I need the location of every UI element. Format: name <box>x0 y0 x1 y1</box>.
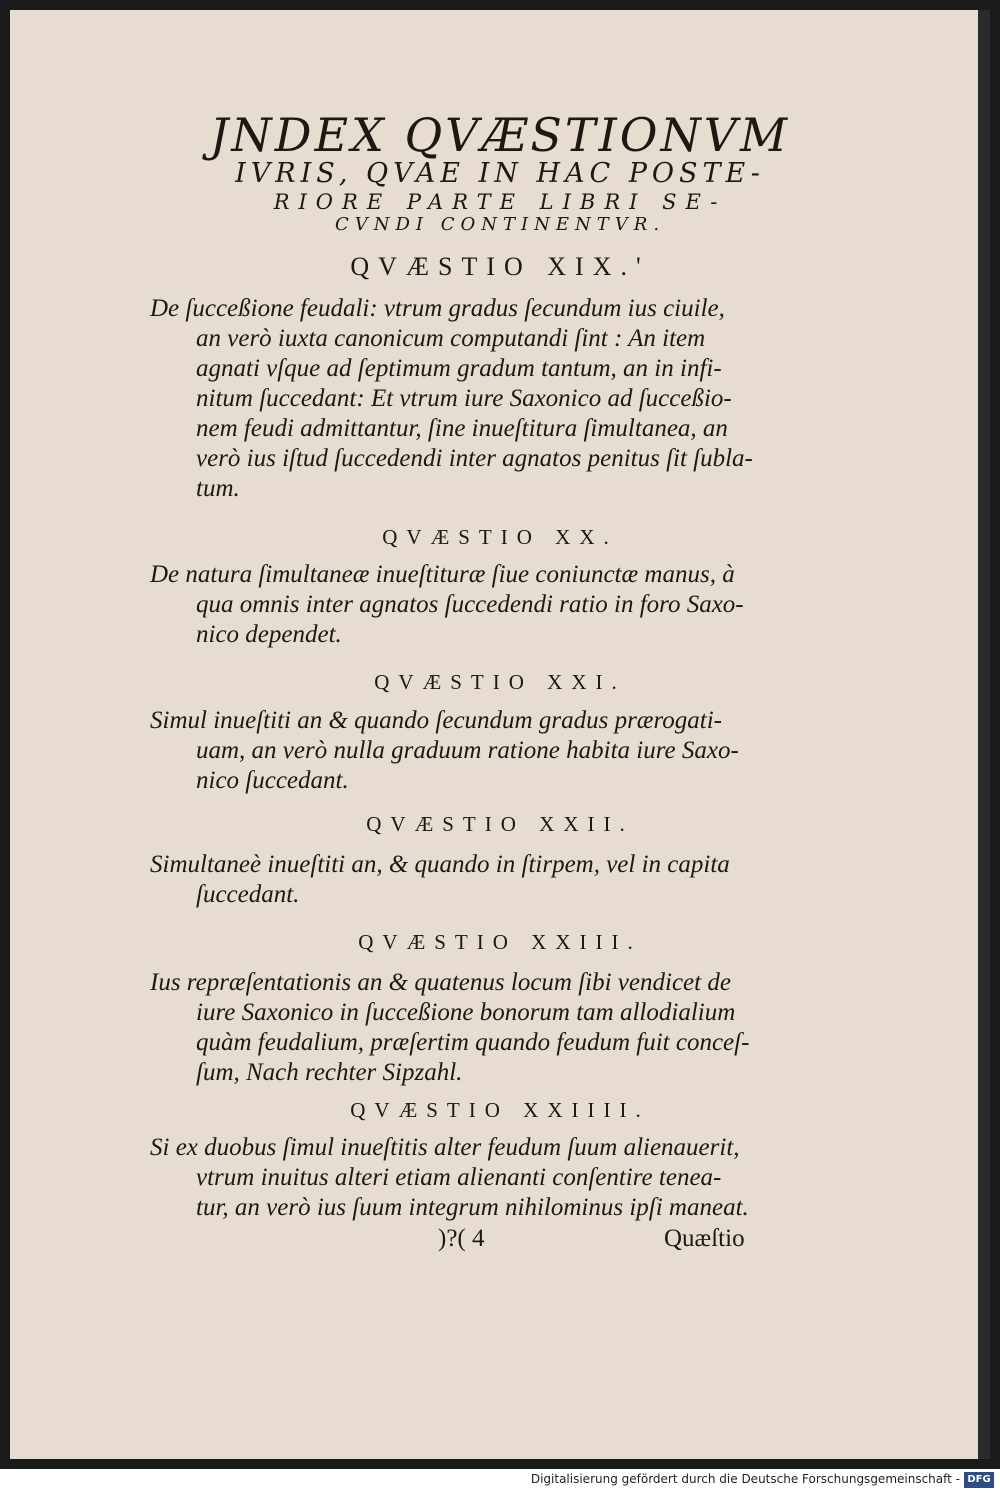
text-line: an verò iuxta canonicum computandi ſint : An item <box>196 325 706 352</box>
question-text <box>150 850 770 910</box>
index-title-line-2: IVRIS, QVAE IN HAC POSTE- <box>235 158 765 189</box>
question-heading: QVÆSTIO XXIIII. <box>350 1098 650 1122</box>
text-line: nitum ſuccedant: Et vtrum iure Saxonico ad ſucceßio- <box>196 385 732 412</box>
text-line: nico dependet. <box>196 621 342 648</box>
text-line: nem feudi admittantur, ſine inueſtitura ſimultanea, an <box>196 415 728 442</box>
text-line: nico ſuccedant. <box>196 767 349 794</box>
question-text <box>150 294 770 504</box>
text-line: Ius repræſentationis an & quatenus locum ſibi vendicet de <box>150 969 731 996</box>
question-text <box>150 968 770 1088</box>
text-line: agnati vſque ad ſeptimum gradum tantum, an in infi- <box>196 355 722 382</box>
text-line: uam, an verò nulla graduum ratione habita iure Saxo- <box>196 737 739 764</box>
question-heading: QVÆSTIO XXIII. <box>358 930 642 954</box>
question-heading: QVÆSTIO XXI. <box>374 670 626 694</box>
text-line: De ſucceßione feudali: vtrum gradus ſecundum ius ciuile, <box>150 295 725 322</box>
text-line: ſuccedant. <box>196 881 300 908</box>
text-line: tur, an verò ius ſuum integrum nihilominus ipſi maneat. <box>196 1194 749 1221</box>
text-line: iure Saxonico in ſucceßione bonorum tam allodialium <box>196 999 736 1026</box>
credit-text: Digitalisierung gefördert durch die Deutsche Forschungsgemeinschaft - <box>530 1472 960 1486</box>
text-line: quàm feudalium, præſertim quando feudum fuit conceſ- <box>196 1029 750 1056</box>
question-heading: QVÆSTIO XX. <box>382 525 618 549</box>
question-text <box>150 706 770 796</box>
text-line: vtrum inuitus alteri etiam alienanti conſentire tenea- <box>196 1164 722 1191</box>
text-line: Si ex duobus ſimul inueſtitis alter feudum ſuum alienauerit, <box>150 1134 740 1161</box>
text-line: Simultaneè inueſtiti an, & quando in ſtirpem, vel in capita <box>150 851 730 878</box>
text-line: qua omnis inter agnatos ſuccedendi ratio in foro Saxo- <box>196 591 744 618</box>
text-line: tum. <box>196 475 240 502</box>
index-title-line-1: JNDEX QVÆSTIONVM <box>209 108 791 162</box>
question-text <box>150 1133 770 1223</box>
catchword: Quæſtio <box>664 1225 745 1252</box>
text-line: verò ius iſtud ſuccedendi inter agnatos penitus ſit ſubla- <box>196 445 753 472</box>
credit-bar <box>0 1469 1000 1493</box>
text-line: De natura ſimultaneæ inueſtituræ ſiue coniunctæ manus, à <box>150 561 735 588</box>
signature-mark: )?( 4 <box>438 1225 485 1252</box>
question-text <box>150 560 770 650</box>
question-heading: QVÆSTIO XIX.' <box>350 252 650 281</box>
text-line: ſum, Nach rechter Sipzahl. <box>196 1059 463 1086</box>
index-title-line-3: RIORE PARTE LIBRI SE- <box>273 190 727 214</box>
text-line: Simul inueſtiti an & quando ſecundum gradus prærogati- <box>150 707 722 734</box>
index-title-line-4: CVNDI CONTINENTVR. <box>334 214 666 235</box>
question-heading: QVÆSTIO XXII. <box>366 812 634 836</box>
dfg-logo: DFG <box>964 1472 994 1488</box>
